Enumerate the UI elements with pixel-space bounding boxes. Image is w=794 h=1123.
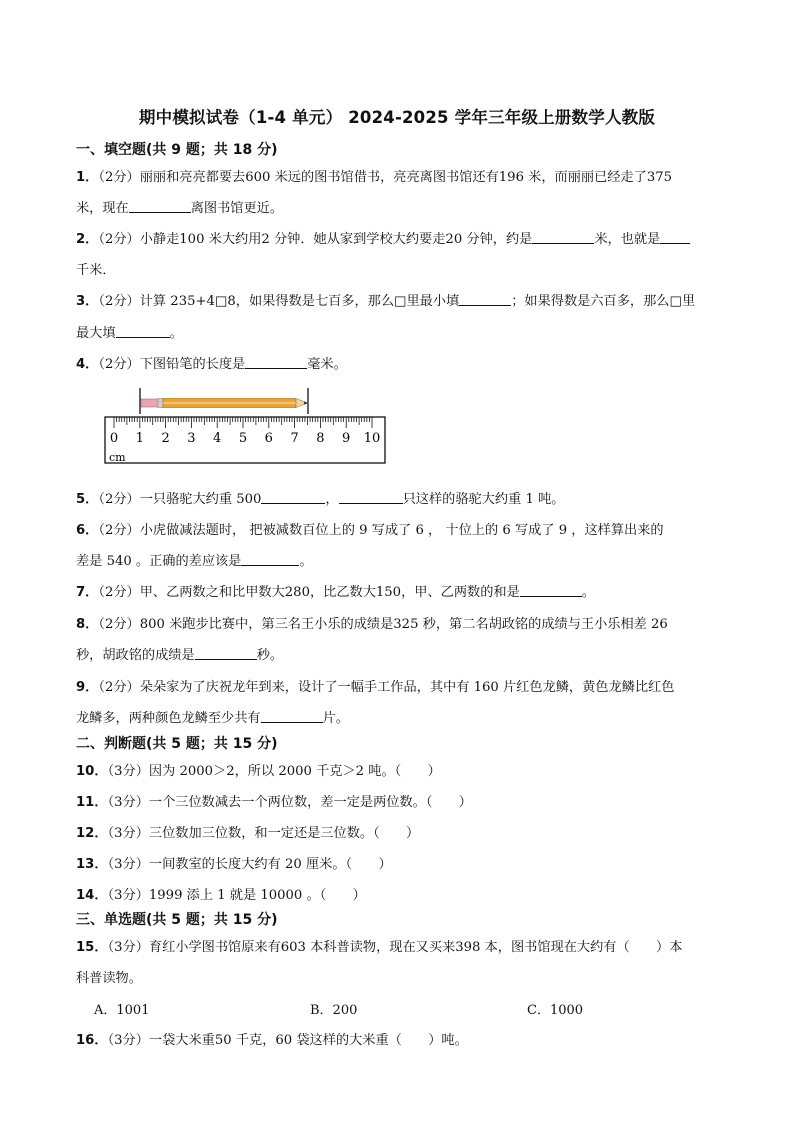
question-points: （3分） bbox=[107, 940, 149, 955]
ruler-tick-label: 5 bbox=[238, 431, 248, 446]
answer-blank[interactable] bbox=[459, 293, 511, 306]
question-3-line-2 bbox=[76, 322, 183, 341]
question-11 bbox=[76, 791, 472, 810]
question-text: 三位数加三位数，和一定还是三位数。（ ） bbox=[148, 826, 420, 841]
ruler-unit-label: cm bbox=[109, 451, 126, 464]
question-2-line-2 bbox=[76, 259, 116, 278]
question-text: 小静走100 米大约用2 分钟．她从家到学校大约要走20 分钟，约是 bbox=[139, 232, 533, 247]
question-10 bbox=[76, 760, 441, 779]
question-text: 科普读物。 bbox=[76, 971, 142, 986]
question-9-line-2 bbox=[76, 707, 349, 726]
question-text: 只这样的骆驼大约重 1 吨。 bbox=[402, 492, 565, 507]
question-number: 5． bbox=[76, 492, 99, 507]
answer-blank[interactable] bbox=[261, 710, 323, 723]
question-7-line-1 bbox=[76, 581, 595, 600]
ruler-tick-label: 10 bbox=[363, 431, 381, 446]
question-number: 2． bbox=[76, 232, 99, 247]
question-text: 最大填 bbox=[76, 326, 116, 341]
answer-blank[interactable] bbox=[245, 356, 307, 369]
question-9-line-1 bbox=[76, 676, 674, 695]
question-text: 龙鳞多，两种颜色龙鳞至少共有 bbox=[76, 711, 261, 726]
question-number: 1． bbox=[76, 170, 99, 185]
question-text: 片。 bbox=[322, 711, 349, 726]
question-8-line-2 bbox=[76, 644, 283, 663]
question-15-line-1 bbox=[76, 936, 682, 955]
answer-blank[interactable] bbox=[195, 647, 257, 660]
question-points: （2分） bbox=[98, 232, 140, 247]
question-8-line-1 bbox=[76, 613, 668, 632]
answer-blank[interactable] bbox=[261, 491, 325, 504]
question-text: 一个三位数减去一个两位数，差一定是两位数。（ ） bbox=[148, 795, 472, 810]
section-heading-true-false: 二、判断题(共 5 题；共 15 分) bbox=[76, 736, 278, 752]
question-text: 米，现在 bbox=[76, 201, 129, 216]
answer-blank[interactable] bbox=[339, 491, 403, 504]
answer-blank[interactable] bbox=[660, 231, 690, 244]
question-points: （3分） bbox=[107, 795, 149, 810]
answer-blank[interactable] bbox=[520, 584, 582, 597]
question-3-line-1 bbox=[76, 290, 695, 309]
question-1-line-1 bbox=[76, 166, 672, 185]
question-points: （3分） bbox=[107, 888, 149, 903]
question-14 bbox=[76, 884, 366, 903]
question-points: （2分） bbox=[98, 294, 140, 309]
question-text: 一袋大米重50 千克，60 袋这样的大米重（ ）吨。 bbox=[148, 1033, 468, 1048]
answer-blank[interactable] bbox=[241, 553, 299, 566]
question-number: 15． bbox=[76, 940, 108, 955]
question-2-line-1 bbox=[76, 228, 690, 247]
question-text: 计算 235+4□8，如果得数是七百多，那么□里最小填 bbox=[139, 294, 460, 309]
ruler-tick-label: 8 bbox=[316, 431, 325, 446]
question-points: （2分） bbox=[98, 523, 140, 538]
question-text: 米，也就是 bbox=[594, 232, 661, 247]
ruler-tick-label: 9 bbox=[342, 431, 351, 446]
question-12 bbox=[76, 822, 419, 841]
question-text: 。 bbox=[169, 326, 183, 341]
question-15-line-2 bbox=[76, 967, 142, 986]
question-text: 朵朵家为了庆祝龙年到来，设计了一幅手工作品，其中有 160 片红色龙鳞，黄色龙鳞比红色 bbox=[139, 680, 675, 695]
question-text: 秒，胡政铭的成绩是 bbox=[76, 648, 195, 663]
question-number: 11． bbox=[76, 795, 108, 810]
question-number: 7． bbox=[76, 585, 99, 600]
option-b[interactable]: B．200 bbox=[310, 1003, 358, 1018]
question-number: 16． bbox=[76, 1033, 108, 1048]
question-16 bbox=[76, 1029, 468, 1048]
question-text: 离图书馆更近。 bbox=[190, 201, 284, 216]
question-number: 10． bbox=[76, 764, 108, 779]
question-text: 甲、乙两数之和比甲数大280，比乙数大150，甲、乙两数的和是 bbox=[139, 585, 520, 600]
question-number: 12． bbox=[76, 826, 108, 841]
question-points: （3分） bbox=[107, 857, 149, 872]
question-points: （3分） bbox=[107, 1033, 149, 1048]
question-6-line-2 bbox=[76, 550, 313, 569]
question-number: 9． bbox=[76, 680, 99, 695]
section-heading-single-choice: 三、单选题(共 5 题；共 15 分) bbox=[76, 912, 278, 928]
question-text: 一只骆驼大约重 500 bbox=[139, 492, 262, 507]
question-points: （2分） bbox=[98, 357, 140, 372]
question-number: 13． bbox=[76, 857, 108, 872]
question-text: 800 米跑步比赛中，第三名王小乐的成绩是325 秒，第二名胡政铭的成绩与王小乐相差 26 bbox=[139, 617, 668, 632]
question-number: 3． bbox=[76, 294, 99, 309]
ruler-tick-label: 3 bbox=[187, 431, 196, 446]
ruler-tick-label: 2 bbox=[161, 431, 170, 446]
answer-blank[interactable] bbox=[116, 325, 170, 338]
ruler-tick-label: 7 bbox=[290, 431, 299, 446]
ruler-tick-label: 0 bbox=[109, 431, 119, 446]
question-points: （3分） bbox=[107, 826, 149, 841]
question-text: 下图铅笔的长度是 bbox=[139, 357, 246, 372]
question-text: ， bbox=[325, 492, 339, 507]
question-text: 毫米。 bbox=[307, 357, 347, 372]
ruler-tick-label: 6 bbox=[264, 431, 273, 446]
question-number: 4． bbox=[76, 357, 99, 372]
question-number: 6． bbox=[76, 523, 99, 538]
question-points: （2分） bbox=[98, 585, 140, 600]
question-text: 1999 添上 1 就是 10000 。（ ） bbox=[148, 888, 366, 903]
question-points: （2分） bbox=[98, 680, 140, 695]
question-text: 。 bbox=[581, 585, 595, 600]
answer-blank[interactable] bbox=[532, 231, 594, 244]
question-points: （2分） bbox=[98, 170, 140, 185]
ruler-pencil-figure bbox=[104, 386, 389, 466]
question-points: （3分） bbox=[107, 764, 149, 779]
question-text: 一间教室的长度大约有 20 厘米。（ ） bbox=[148, 857, 392, 872]
page-title: 期中模拟试卷（1-4 单元） 2024-2025 学年三年级上册数学人教版 bbox=[138, 108, 656, 127]
question-text: 小虎做减法题时， 把被减数百位上的 9 写成了 6 ， 十位上的 6 写成了 9 ，这样算出来的 bbox=[139, 523, 664, 538]
ruler-tick-label: 1 bbox=[135, 431, 144, 446]
question-text: 育红小学图书馆原来有603 本科普读物，现在又买来398 本，图书馆现在大约有（ ）本 bbox=[148, 940, 683, 955]
ruler-tick-label: 4 bbox=[213, 431, 222, 446]
question-text: 千米． bbox=[76, 263, 116, 278]
answer-blank[interactable] bbox=[129, 200, 191, 213]
question-1-line-2 bbox=[76, 197, 283, 216]
question-text: 因为 2000＞2，所以 2000 千克＞2 吨。（ ） bbox=[148, 764, 441, 779]
question-text: 差是 540 。正确的差应该是 bbox=[76, 554, 242, 569]
option-a[interactable]: A．1001 bbox=[94, 1003, 150, 1018]
question-13 bbox=[76, 853, 392, 872]
section-heading-fill-in: 一、填空题(共 9 题；共 18 分) bbox=[76, 142, 278, 158]
question-5-line-1 bbox=[76, 488, 564, 507]
question-text: 。 bbox=[299, 554, 313, 569]
pencil-icon bbox=[141, 399, 308, 408]
question-number: 8． bbox=[76, 617, 99, 632]
question-text: ；如果得数是六百多，那么□里 bbox=[511, 294, 696, 309]
question-4-line-1 bbox=[76, 353, 347, 372]
question-points: （2分） bbox=[98, 617, 140, 632]
question-text: 丽丽和亮亮都要去600 米远的图书馆借书，亮亮离图书馆还有196 米，而丽丽已经走了375 bbox=[139, 170, 673, 185]
question-6-line-1 bbox=[76, 519, 664, 538]
question-text: 秒。 bbox=[256, 648, 284, 663]
question-points: （2分） bbox=[98, 492, 140, 507]
option-c[interactable]: C．1000 bbox=[527, 1003, 584, 1018]
question-number: 14． bbox=[76, 888, 108, 903]
